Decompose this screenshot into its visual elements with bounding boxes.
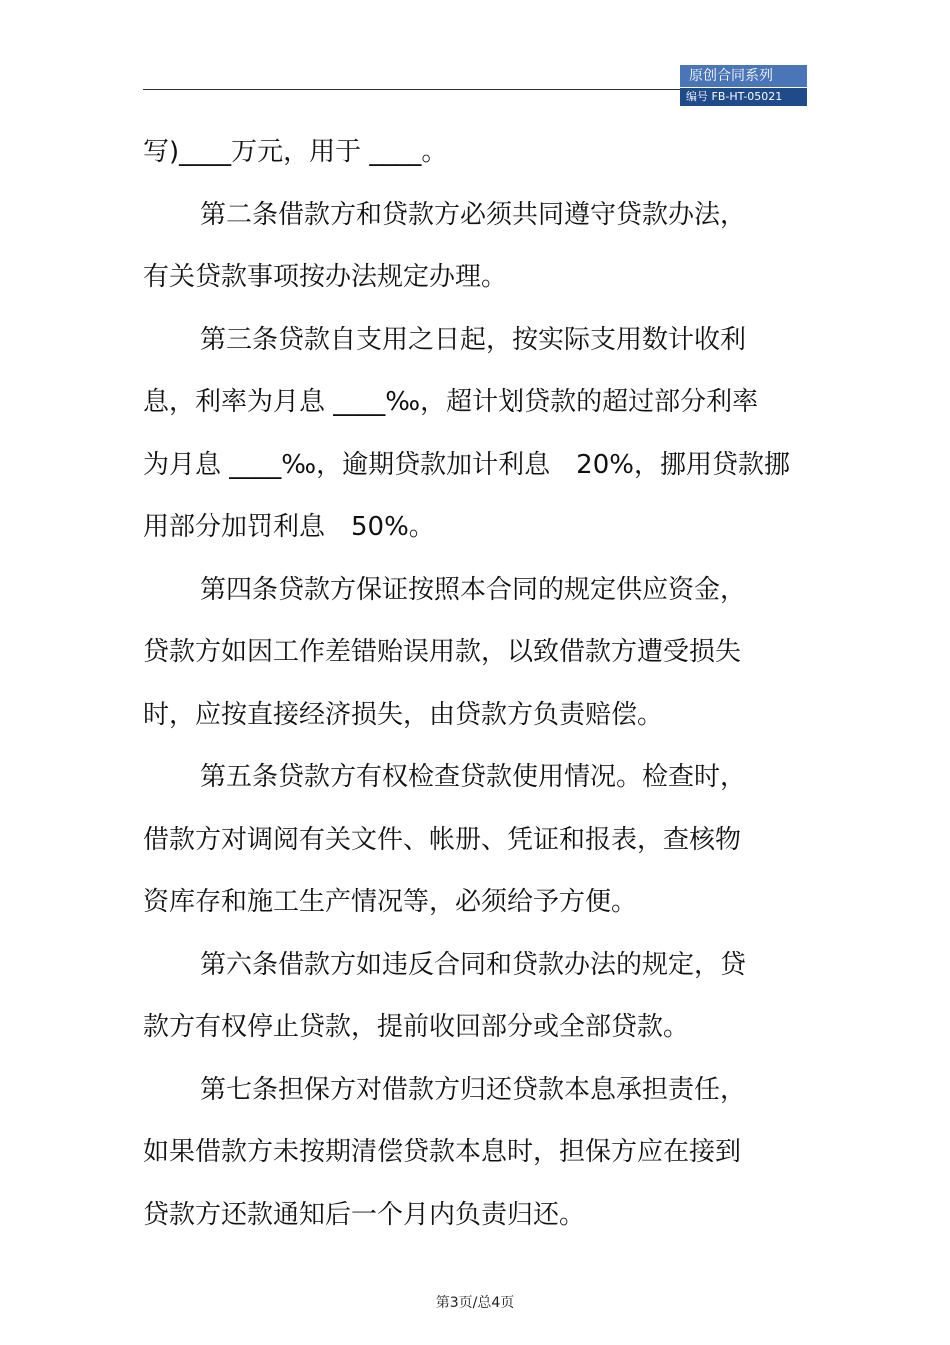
body-line: 有关贷款事项按办法规定办理。 bbox=[143, 262, 508, 292]
body-line: 资库存和施工生产情况等，必须给予方便。 bbox=[143, 887, 638, 917]
body-line: 第三条贷款自支用之日起，按实际支用数计收利 bbox=[200, 324, 747, 355]
body-line: 写)____万元，用于 ____。 bbox=[143, 137, 448, 167]
body-line: 借款方对调阅有关文件、帐册、凭证和报表，查核物 bbox=[143, 824, 742, 855]
body-line: 息，利率为月息 ____‰，超计划贷款的超过部分利率 bbox=[143, 387, 759, 417]
body-line: 贷款方如因工作差错贻误用款，以致借款方遭受损失 bbox=[143, 637, 742, 667]
body-line: 第四条贷款方保证按照本合同的规定供应资金， bbox=[200, 574, 747, 605]
page-indicator: 第3页/总4页 bbox=[435, 1295, 515, 1311]
body-line: 款方有权停止贷款，提前收回部分或全部贷款。 bbox=[143, 1012, 690, 1042]
body-line: 用部分加罚利息 50%。 bbox=[143, 512, 435, 542]
series-badge bbox=[680, 65, 807, 106]
document-body bbox=[143, 121, 807, 1246]
series-label: 原创合同系列 bbox=[680, 65, 807, 87]
body-line: 第五条贷款方有权检查贷款使用情况。检查时， bbox=[200, 762, 747, 792]
body-line: 第六条借款方如违反合同和贷款办法的规定，贷 bbox=[200, 949, 747, 980]
doc-number: 编号 FB-HT-05021 bbox=[680, 88, 807, 106]
body-line: 第二条借款方和贷款方必须共同遵守贷款办法， bbox=[200, 199, 747, 230]
body-line: 如果借款方未按期清偿贷款本息时，担保方应在接到 bbox=[143, 1137, 742, 1167]
body-line: 为月息 ____‰，逾期贷款加计利息 20%，挪用贷款挪 bbox=[143, 449, 790, 480]
body-line: 贷款方还款通知后一个月内负责归还。 bbox=[143, 1199, 586, 1230]
body-line: 第七条担保方对借款方归还贷款本息承担责任， bbox=[200, 1074, 747, 1105]
body-line: 时，应按直接经济损失，由贷款方负责赔偿。 bbox=[143, 699, 664, 730]
